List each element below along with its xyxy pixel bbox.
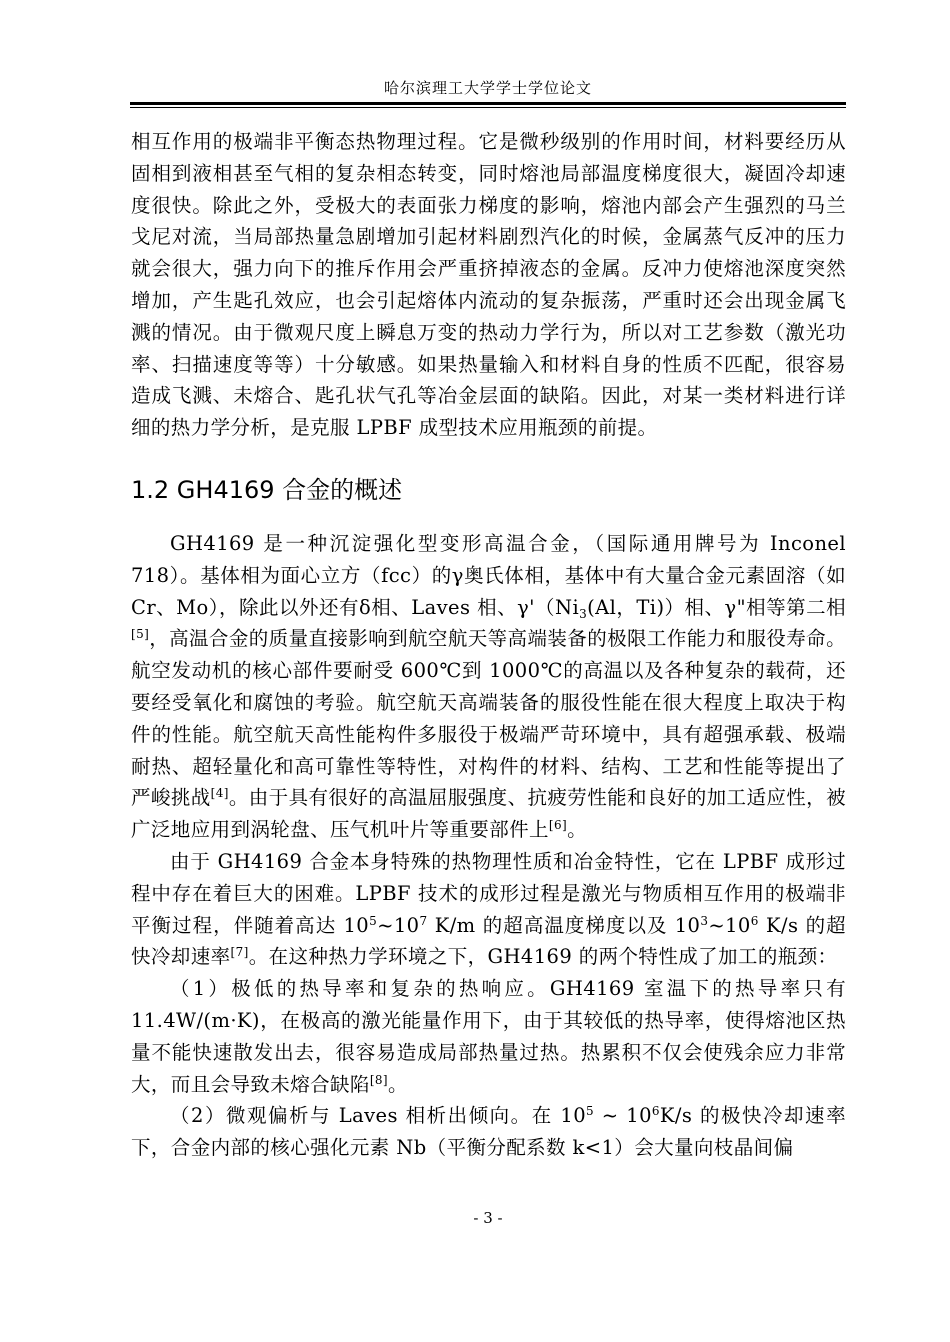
citation: [5] bbox=[131, 627, 150, 642]
page-number: - 3 - bbox=[473, 1209, 503, 1227]
text-run: ~10 bbox=[708, 913, 751, 937]
citation: [4] bbox=[210, 786, 229, 801]
text-run: 。 bbox=[388, 1072, 408, 1096]
superscript: 7 bbox=[419, 913, 428, 928]
paragraph-lpbf-difficulty bbox=[131, 846, 846, 973]
superscript: 3 bbox=[700, 913, 709, 928]
paragraph-segregation bbox=[131, 1100, 846, 1164]
text-run: 。 bbox=[567, 818, 588, 842]
paragraph-thermal-conductivity bbox=[131, 973, 846, 1100]
citation: [7] bbox=[230, 945, 249, 960]
text-run: GH4169 是一种沉淀强化型变形高温合金，（国际通用牌号为 Inconel 718）。基体相为面心立方（fcc）的γ奥氏体相，基体中有大量合金元素固溶（如 Cr、Mo），除此以外还有δ相、Laves 相、γ'（Ni bbox=[131, 531, 846, 619]
citation: [6] bbox=[548, 818, 568, 833]
text-run: ，高温合金的质量直接影响到航空航天等高端装备的极限工作能力和服役寿命。航空发动机的核心部件要耐受 600℃到 1000℃的高温以及各种复杂的载荷，还要经受氧化和腐蚀的考验。航空航天高端装备的服役性能在很大程度上取决于构件的性能。航空航天高性能构件多服役于极端严苛环境中，具有超强承载、极端耐热、超轻量化和高可靠性等特性，对构件的材料、结构、工艺和性能等提出了严峻挑战 bbox=[131, 627, 846, 810]
text-run: K/m 的超高温度梯度以及 10 bbox=[427, 913, 701, 937]
subscript: 3 bbox=[579, 606, 588, 621]
text-run: K/s 的超快冷却速率 bbox=[131, 913, 846, 969]
text-run: （2）微观偏析与 Laves 相析出倾向。在 10 bbox=[170, 1104, 587, 1128]
header-rule-thin bbox=[130, 107, 846, 108]
text-run: 。在这种热力学环境之下，GH4169 的两个特性成了加工的瓶颈： bbox=[248, 945, 838, 969]
text-run: (Al，Ti)）相、γ"相等第二相 bbox=[587, 595, 846, 619]
text-run: ~10 bbox=[377, 913, 420, 937]
text-run: （1）极低的热导率和复杂的热响应。GH4169 室温下的热导率只有 11.4W/(m·K)，在极高的激光能量作用下，由于其较低的热导率，使得熔池区热量不能快速散发出去，很容易造成局部热量过热。热累积不仅会使残余应力非常大，而且会导致未熔合缺陷 bbox=[131, 977, 846, 1096]
superscript: 6 bbox=[750, 913, 759, 928]
superscript: 5 bbox=[586, 1104, 595, 1119]
text-run: 。由于具有很好的高温屈服强度、抗疲劳性能和良好的加工适应性，被广泛地应用到涡轮盘、压气机叶片等重要部件上 bbox=[131, 786, 846, 842]
citation: [8] bbox=[369, 1072, 389, 1087]
page-body bbox=[131, 126, 846, 1164]
text-run: ~ 10 bbox=[594, 1104, 652, 1128]
section-heading: 1.2 GH4169 合金的概述 bbox=[131, 475, 403, 504]
paragraph-gh4169-overview bbox=[131, 528, 846, 846]
superscript: 5 bbox=[369, 913, 378, 928]
superscript: 6 bbox=[651, 1104, 660, 1119]
running-header: 哈尔滨理工大学学士学位论文 bbox=[383, 79, 592, 97]
text-run: K/s 的极快冷却速率下，合金内部的核心强化元素 Nb（平衡分配系数 k<1）会大量向枝晶间偏 bbox=[131, 1104, 846, 1160]
header-rule-thick bbox=[130, 102, 846, 105]
intro-paragraph: 相互作用的极端非平衡态热物理过程。它是微秒级别的作用时间，材料要经历从固相到液相甚至气相的复杂相态转变，同时熔池局部温度梯度很大，凝固冷却速度很快。除此之外，受极大的表面张力梯度的影响，熔池内部会产生强烈的马兰戈尼对流，当局部热量急剧增加引起材料剧烈汽化的时候，金属蒸气反冲的压力就会很大，强力向下的推斥作用会严重挤掉液态的金属。反冲力使熔池深度突然增加，产生匙孔效应，也会引起熔体内流动的复杂振荡，严重时还会出现金属飞溅的情况。由于微观尺度上瞬息万变的热动力学行为，所以对工艺参数（激光功率、扫描速度等等）十分敏感。如果热量输入和材料自身的性质不匹配，很容易造成飞溅、未熔合、匙孔状气孔等冶金层面的缺陷。因此，对某一类材料进行详细的热力学分析，是克服 LPBF 成型技术应用瓶颈的前提。 bbox=[131, 130, 846, 440]
text-run: 由于 GH4169 合金本身特殊的热物理性质和冶金特性，它在 LPBF 成形过程中存在着巨大的困难。LPBF 技术的成形过程是激光与物质相互作用的极端非平衡过程，伴随着高达 10 bbox=[131, 849, 846, 937]
